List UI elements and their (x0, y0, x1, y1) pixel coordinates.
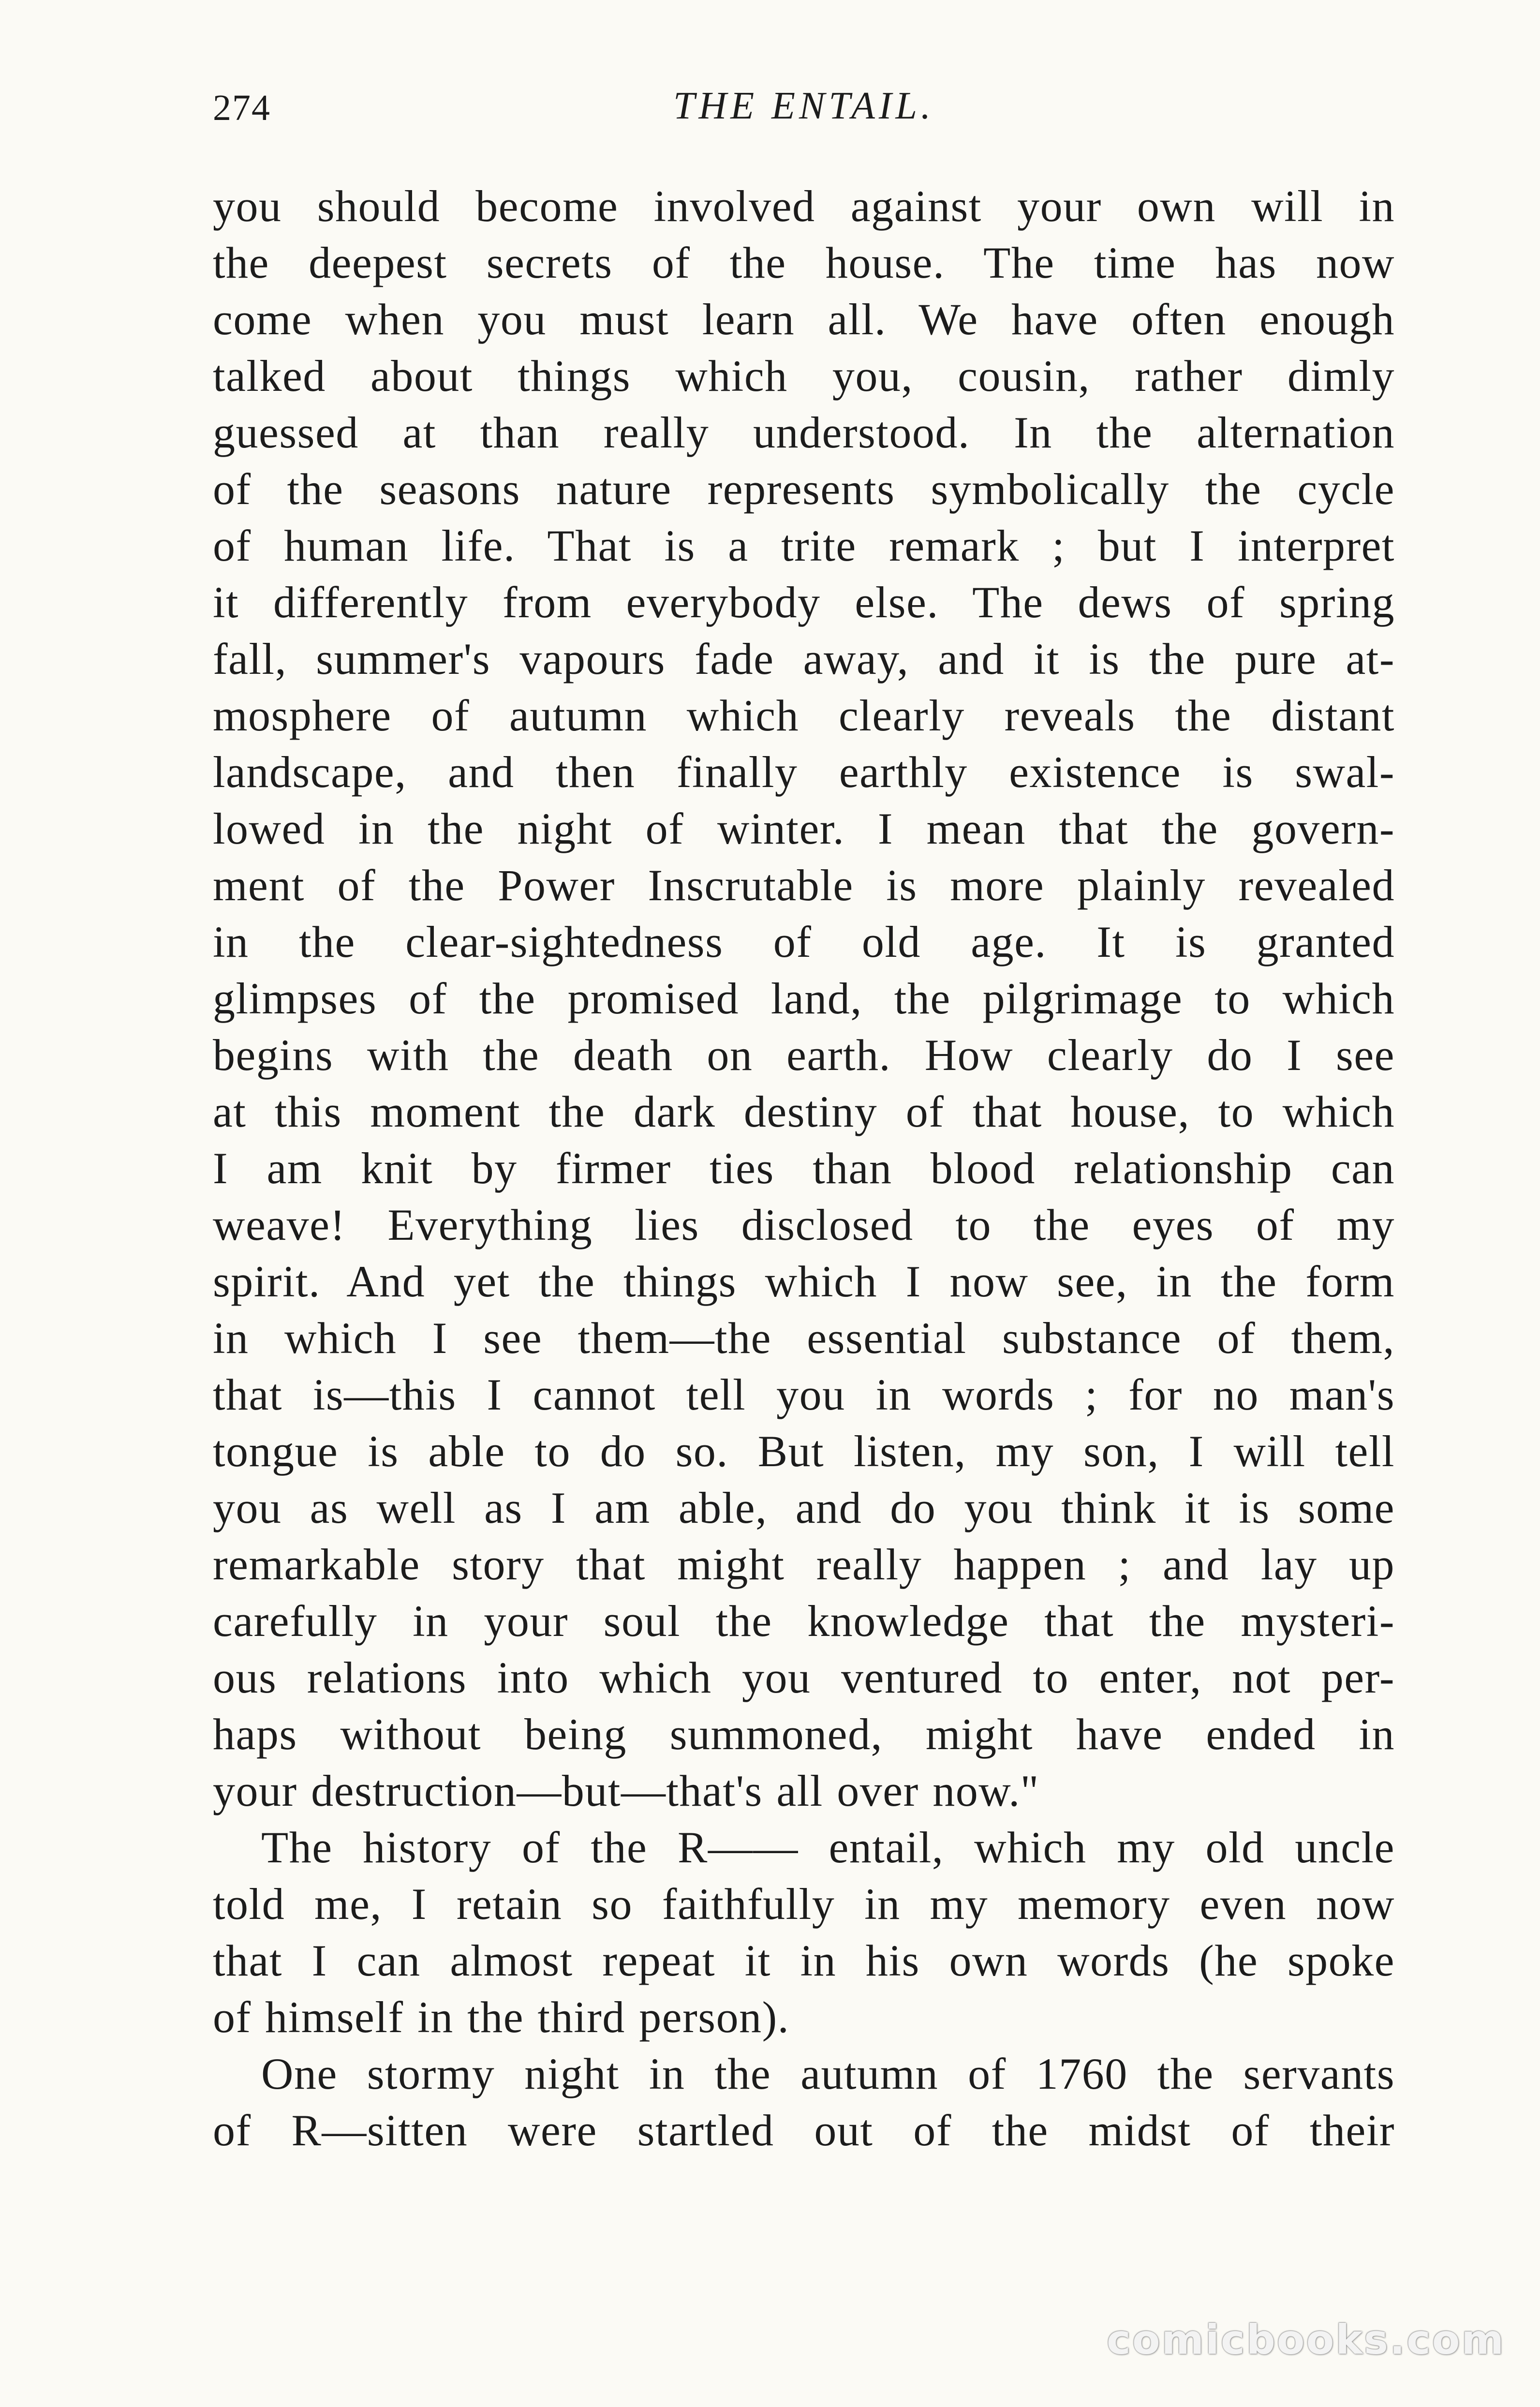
page-header (213, 77, 1395, 145)
paragraph-start-line: The history of the R—— entail, which my old uncle (261, 1823, 1395, 1872)
text-line: fall, summer's vapours fade away, and it is the pure at- (213, 634, 1395, 683)
text-line: that I can almost repeat it in his own words (he spoke (213, 1936, 1395, 1985)
text-line: carefully in your soul the knowledge that the mysteri- (213, 1596, 1395, 1646)
paragraph-end-line: of himself in the third person). (213, 1992, 790, 2042)
paragraph-start-line: One stormy night in the autumn of 1760 the servants (261, 2049, 1395, 2098)
text-line: guessed at than really understood. In the alternation (213, 408, 1395, 457)
paragraph-end-line: your destruction—but—that's all over now." (213, 1766, 1039, 1815)
text-line: talked about things which you, cousin, rather dimly (213, 351, 1395, 401)
text-line: ment of the Power Inscrutable is more plainly revealed (213, 861, 1395, 910)
text-line: lowed in the night of winter. I mean that the govern- (213, 804, 1395, 853)
text-line: tongue is able to do so. But listen, my son, I will tell (213, 1426, 1395, 1476)
text-line: begins with the death on earth. How clearly do I see (213, 1030, 1395, 1080)
text-line: told me, I retain so faithfully in my memory even now (213, 1879, 1395, 1929)
text-line: of the seasons nature represents symbolically the cycle (213, 464, 1395, 514)
text-line: it differently from everybody else. The dews of spring (213, 578, 1395, 627)
text-line: ous relations into which you ventured to enter, not per- (213, 1653, 1395, 1702)
running-title: THE ENTAIL. (673, 85, 934, 127)
text-line: landscape, and then finally earthly existence is swal- (213, 747, 1395, 797)
site-watermark: comicbooks.com (1107, 2316, 1505, 2363)
text-line: you should become involved against your own will in (213, 181, 1395, 231)
text-line: haps without being summoned, might have ended in (213, 1709, 1395, 1759)
text-line: at this moment the dark destiny of that house, to which (213, 1087, 1395, 1136)
text-line: come when you must learn all. We have often enough (213, 295, 1395, 344)
text-line: of human life. That is a trite remark ; but I interpret (213, 521, 1395, 570)
text-line: weave! Everything lies disclosed to the eyes of my (213, 1200, 1395, 1249)
text-line: mosphere of autumn which clearly reveals the distant (213, 691, 1395, 740)
text-line: you as well as I am able, and do you think it is some (213, 1483, 1395, 1532)
text-line: glimpses of the promised land, the pilgrimage to which (213, 974, 1395, 1023)
text-line: in the clear-sightedness of old age. It is granted (213, 917, 1395, 966)
text-line: of R—sitten were startled out of the midst of their (213, 2106, 1395, 2155)
text-line: that is—this I cannot tell you in words ; for no man's (213, 1370, 1395, 1419)
body-text (213, 178, 1395, 2159)
text-line: spirit. And yet the things which I now see, in the form (213, 1257, 1395, 1306)
text-line: in which I see them—the essential substance of them, (213, 1313, 1395, 1363)
text-line: remarkable story that might really happen ; and lay up (213, 1540, 1395, 1589)
text-line: I am knit by firmer ties than blood relationship can (213, 1144, 1395, 1193)
page-number: 274 (213, 88, 271, 128)
text-line: the deepest secrets of the house. The time has now (213, 238, 1395, 287)
